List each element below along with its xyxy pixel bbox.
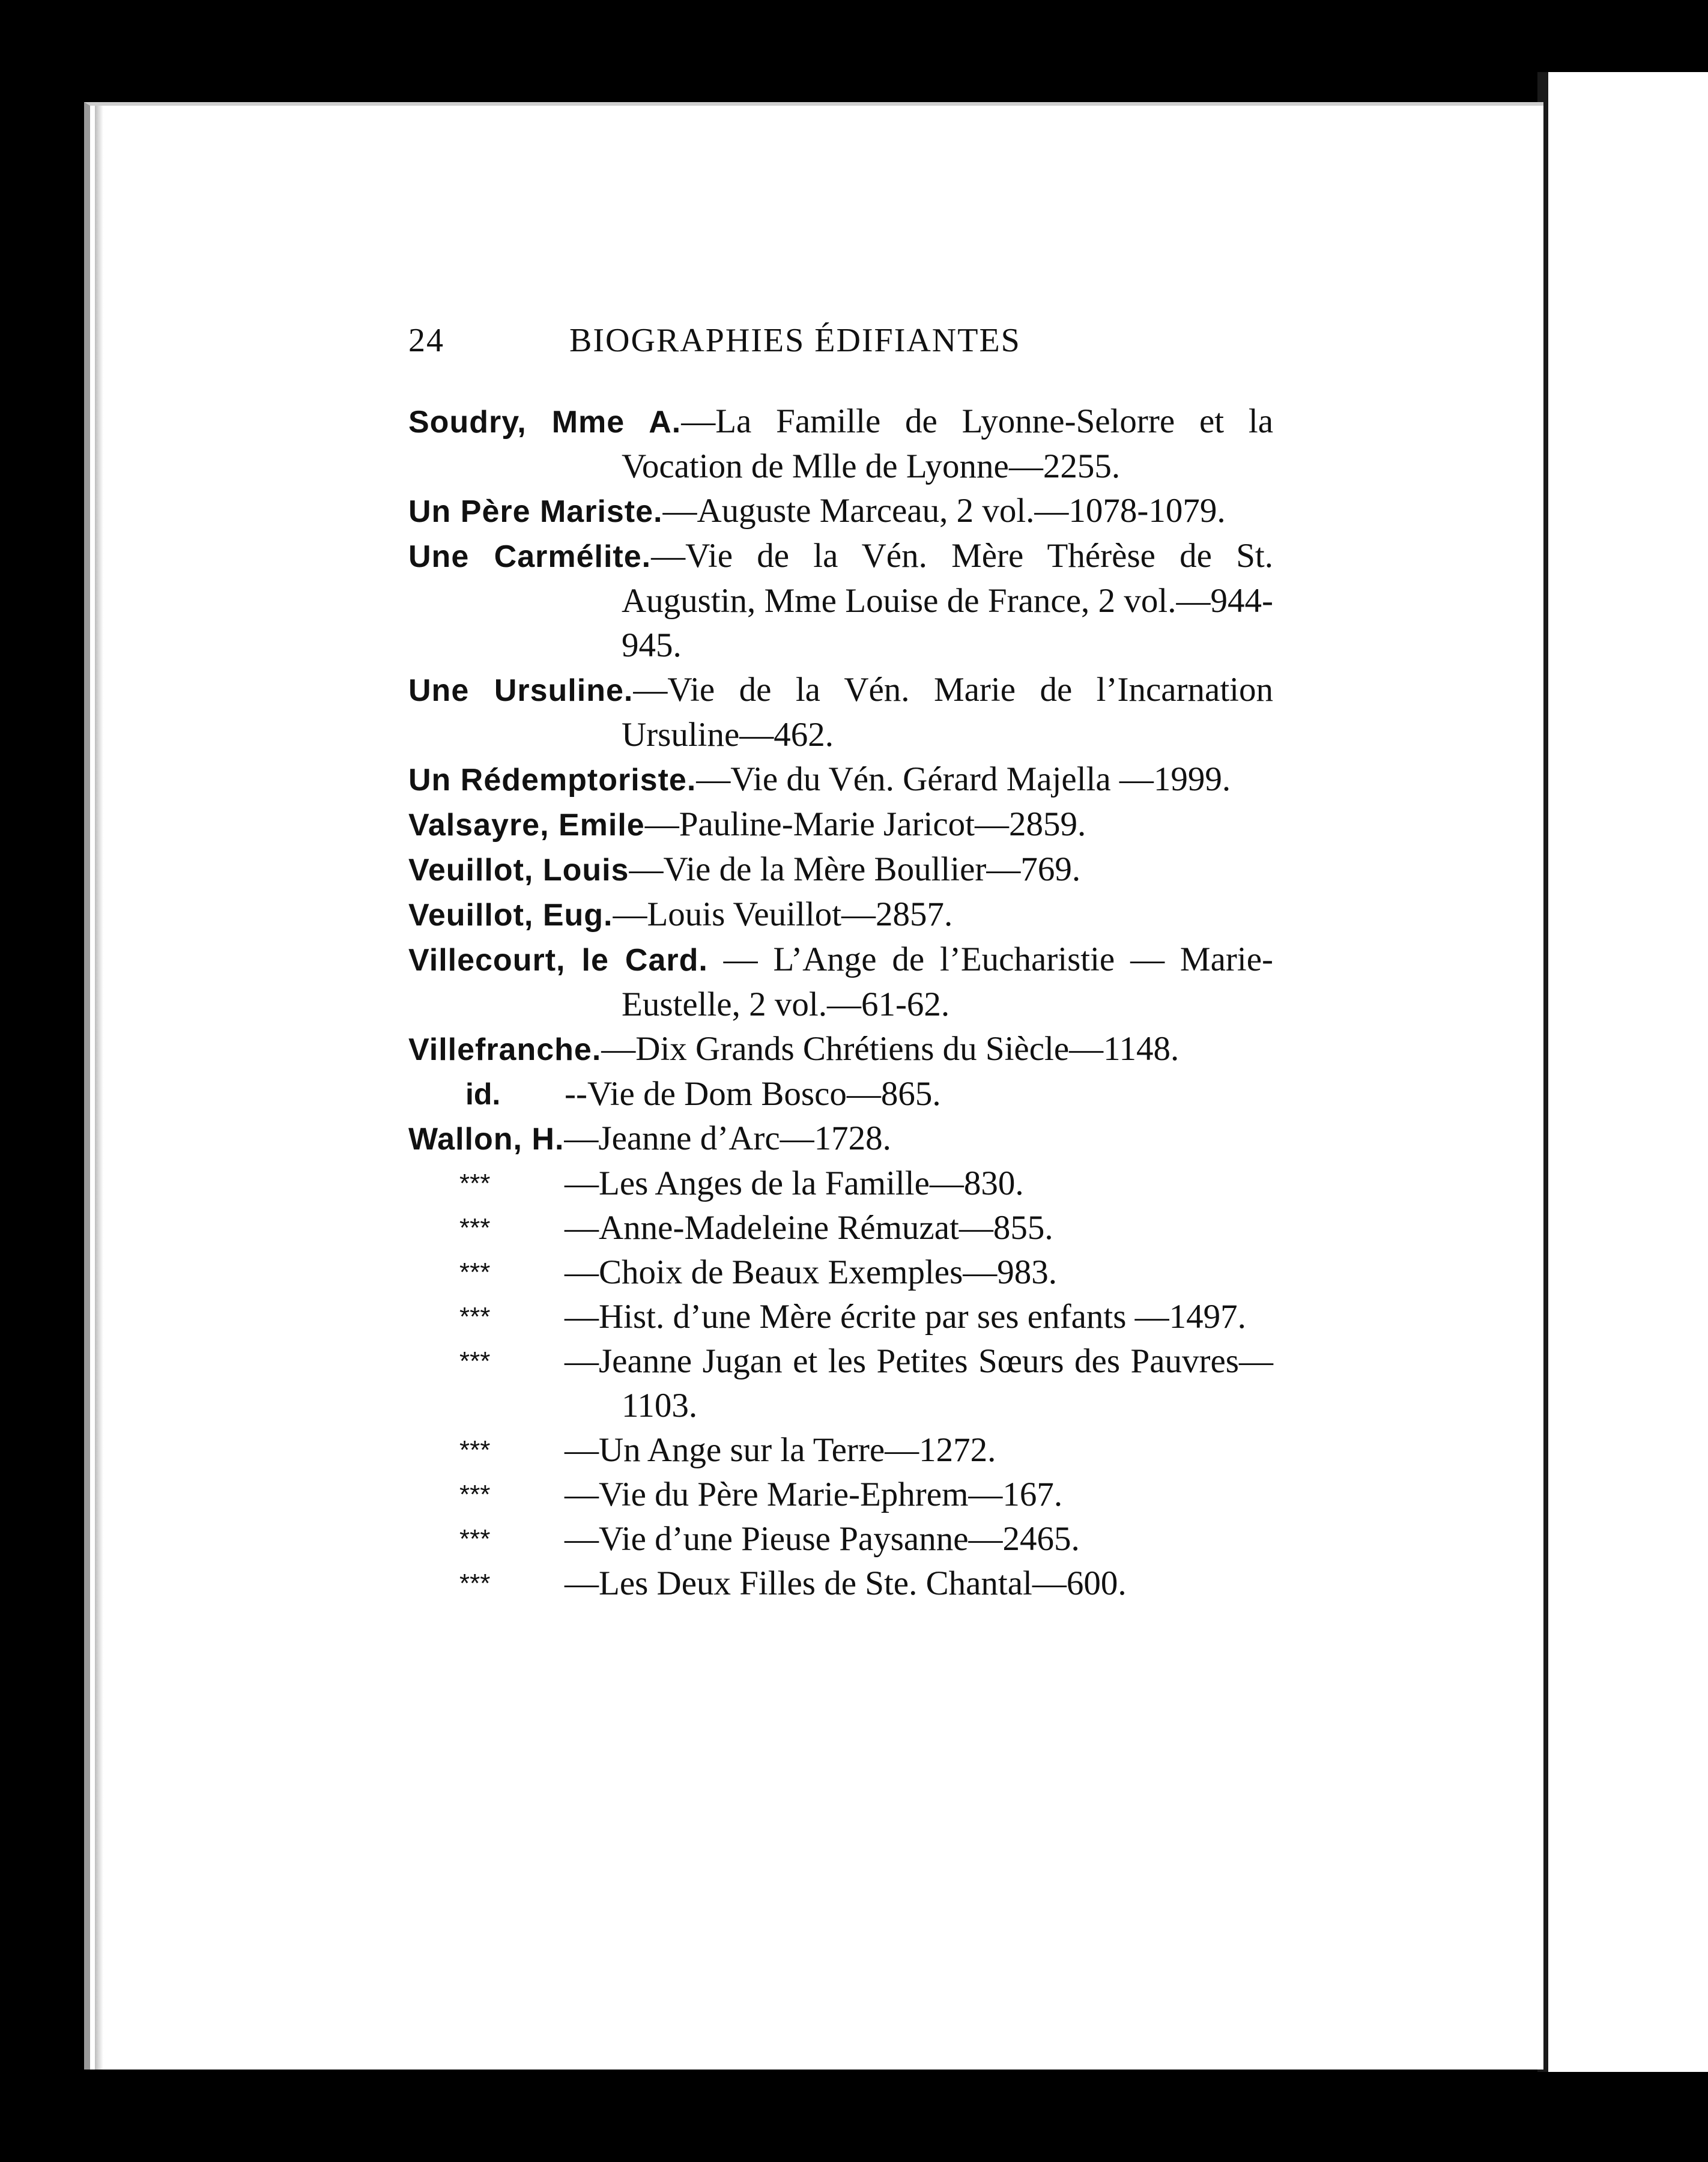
anonymous-marker: *** (459, 1569, 491, 1598)
list-item (408, 1116, 1273, 1161)
list-item-anonymous (408, 1473, 1273, 1517)
entry-text: —Dix Grands Chrétiens du Siècle—1148. (601, 1030, 1180, 1068)
list-item (408, 399, 1273, 489)
entry-author: Veuillot, Eug. (408, 898, 613, 933)
anonymous-marker: *** (459, 1435, 491, 1465)
entry-text: —Vie du Vén. Gérard Majella —1999. (696, 760, 1231, 798)
entry-author: Villecourt, le Card. (408, 943, 708, 978)
entry-author: Soudry, Mme A. (408, 405, 682, 440)
list-item-anonymous (408, 1206, 1273, 1250)
list-item-idem (408, 1072, 1273, 1116)
list-item (408, 534, 1273, 668)
entry-author: Un Père Mariste. (408, 494, 663, 529)
entry-text: —Louis Veuillot—2857. (613, 895, 953, 933)
list-item (408, 1027, 1273, 1072)
entry-text: —Les Anges de la Famille—830. (565, 1164, 1024, 1202)
list-item-anonymous (408, 1517, 1273, 1561)
entry-text: —Vie de la Vén. Mère Thérèse de St. Augustin, Mme Louise de France, 2 vol.—944-945. (622, 537, 1273, 664)
entry-text: —Auguste Marceau, 2 vol.—1078-1079. (662, 492, 1226, 530)
entry-author: Valsayre, Emile (408, 808, 645, 843)
list-item-anonymous (408, 1250, 1273, 1295)
entry-text: —Anne-Madeleine Rémuzat—855. (565, 1209, 1053, 1247)
entry-author: Veuillot, Louis (408, 853, 629, 888)
list-item (408, 668, 1273, 757)
entry-text: —Les Deux Filles de Ste. Chantal—600. (565, 1564, 1127, 1602)
bibliography-list (408, 399, 1273, 1606)
entry-text: —Pauline-Marie Jaricot—2859. (644, 805, 1086, 843)
running-title: BIOGRAPHIES ÉDIFIANTES (569, 322, 1021, 359)
page-number: 24 (408, 322, 444, 359)
page-header (408, 321, 1129, 369)
facing-page-edge (1537, 72, 1708, 2072)
entry-text: —Choix de Beaux Exemples—983. (565, 1253, 1058, 1291)
anonymous-marker: *** (459, 1346, 491, 1376)
anonymous-marker: *** (459, 1302, 491, 1331)
anonymous-marker: *** (459, 1213, 491, 1243)
entry-author: Wallon, H. (408, 1122, 565, 1157)
anonymous-marker: *** (459, 1524, 491, 1554)
entry-text: —Vie du Père Marie-Ephrem—167. (565, 1476, 1063, 1513)
entry-text: —Un Ange sur la Terre—1272. (565, 1431, 996, 1469)
entry-text: —Vie de la Vén. Marie de l’Incarnation Ursuline—462. (622, 671, 1273, 754)
entry-text: —Jeanne d’Arc—1728. (564, 1119, 891, 1157)
list-item-anonymous (408, 1428, 1273, 1473)
entry-text: —Vie de la Mère Boullier—769. (629, 850, 1081, 888)
list-item-anonymous (408, 1295, 1273, 1339)
entry-text: — L’Ange de l’Eucharistie — Marie-Eustelle, 2 vol.—61-62. (622, 940, 1273, 1023)
list-item (408, 892, 1273, 937)
entry-text: —Jeanne Jugan et les Petites Sœurs des Pauvres—1103. (565, 1342, 1273, 1425)
entry-text: —Vie d’une Pieuse Paysanne—2465. (565, 1520, 1080, 1558)
anonymous-marker: *** (459, 1258, 491, 1287)
list-item (408, 802, 1273, 847)
entry-author: Une Carmélite. (408, 539, 652, 574)
list-item (408, 757, 1273, 802)
anonymous-marker: *** (459, 1480, 491, 1509)
list-item-anonymous (408, 1339, 1273, 1428)
idem-marker: id. (465, 1077, 501, 1111)
entry-text: —Hist. d’une Mère écrite par ses enfants —1497. (565, 1298, 1246, 1336)
list-item (408, 847, 1273, 892)
list-item (408, 937, 1273, 1027)
list-item-anonymous (408, 1161, 1273, 1206)
entry-author: Un Rédemptoriste. (408, 763, 697, 798)
list-item (408, 489, 1273, 534)
anonymous-marker: *** (459, 1169, 491, 1198)
entry-author: Une Ursuline. (408, 673, 634, 708)
entry-text: —La Famille de Lyonne-Selorre et la Vocation de Mlle de Lyonne—2255. (622, 402, 1273, 485)
entry-text: --Vie de Dom Bosco—865. (565, 1075, 941, 1113)
entry-author: Villefranche. (408, 1032, 602, 1067)
list-item-anonymous (408, 1561, 1273, 1606)
